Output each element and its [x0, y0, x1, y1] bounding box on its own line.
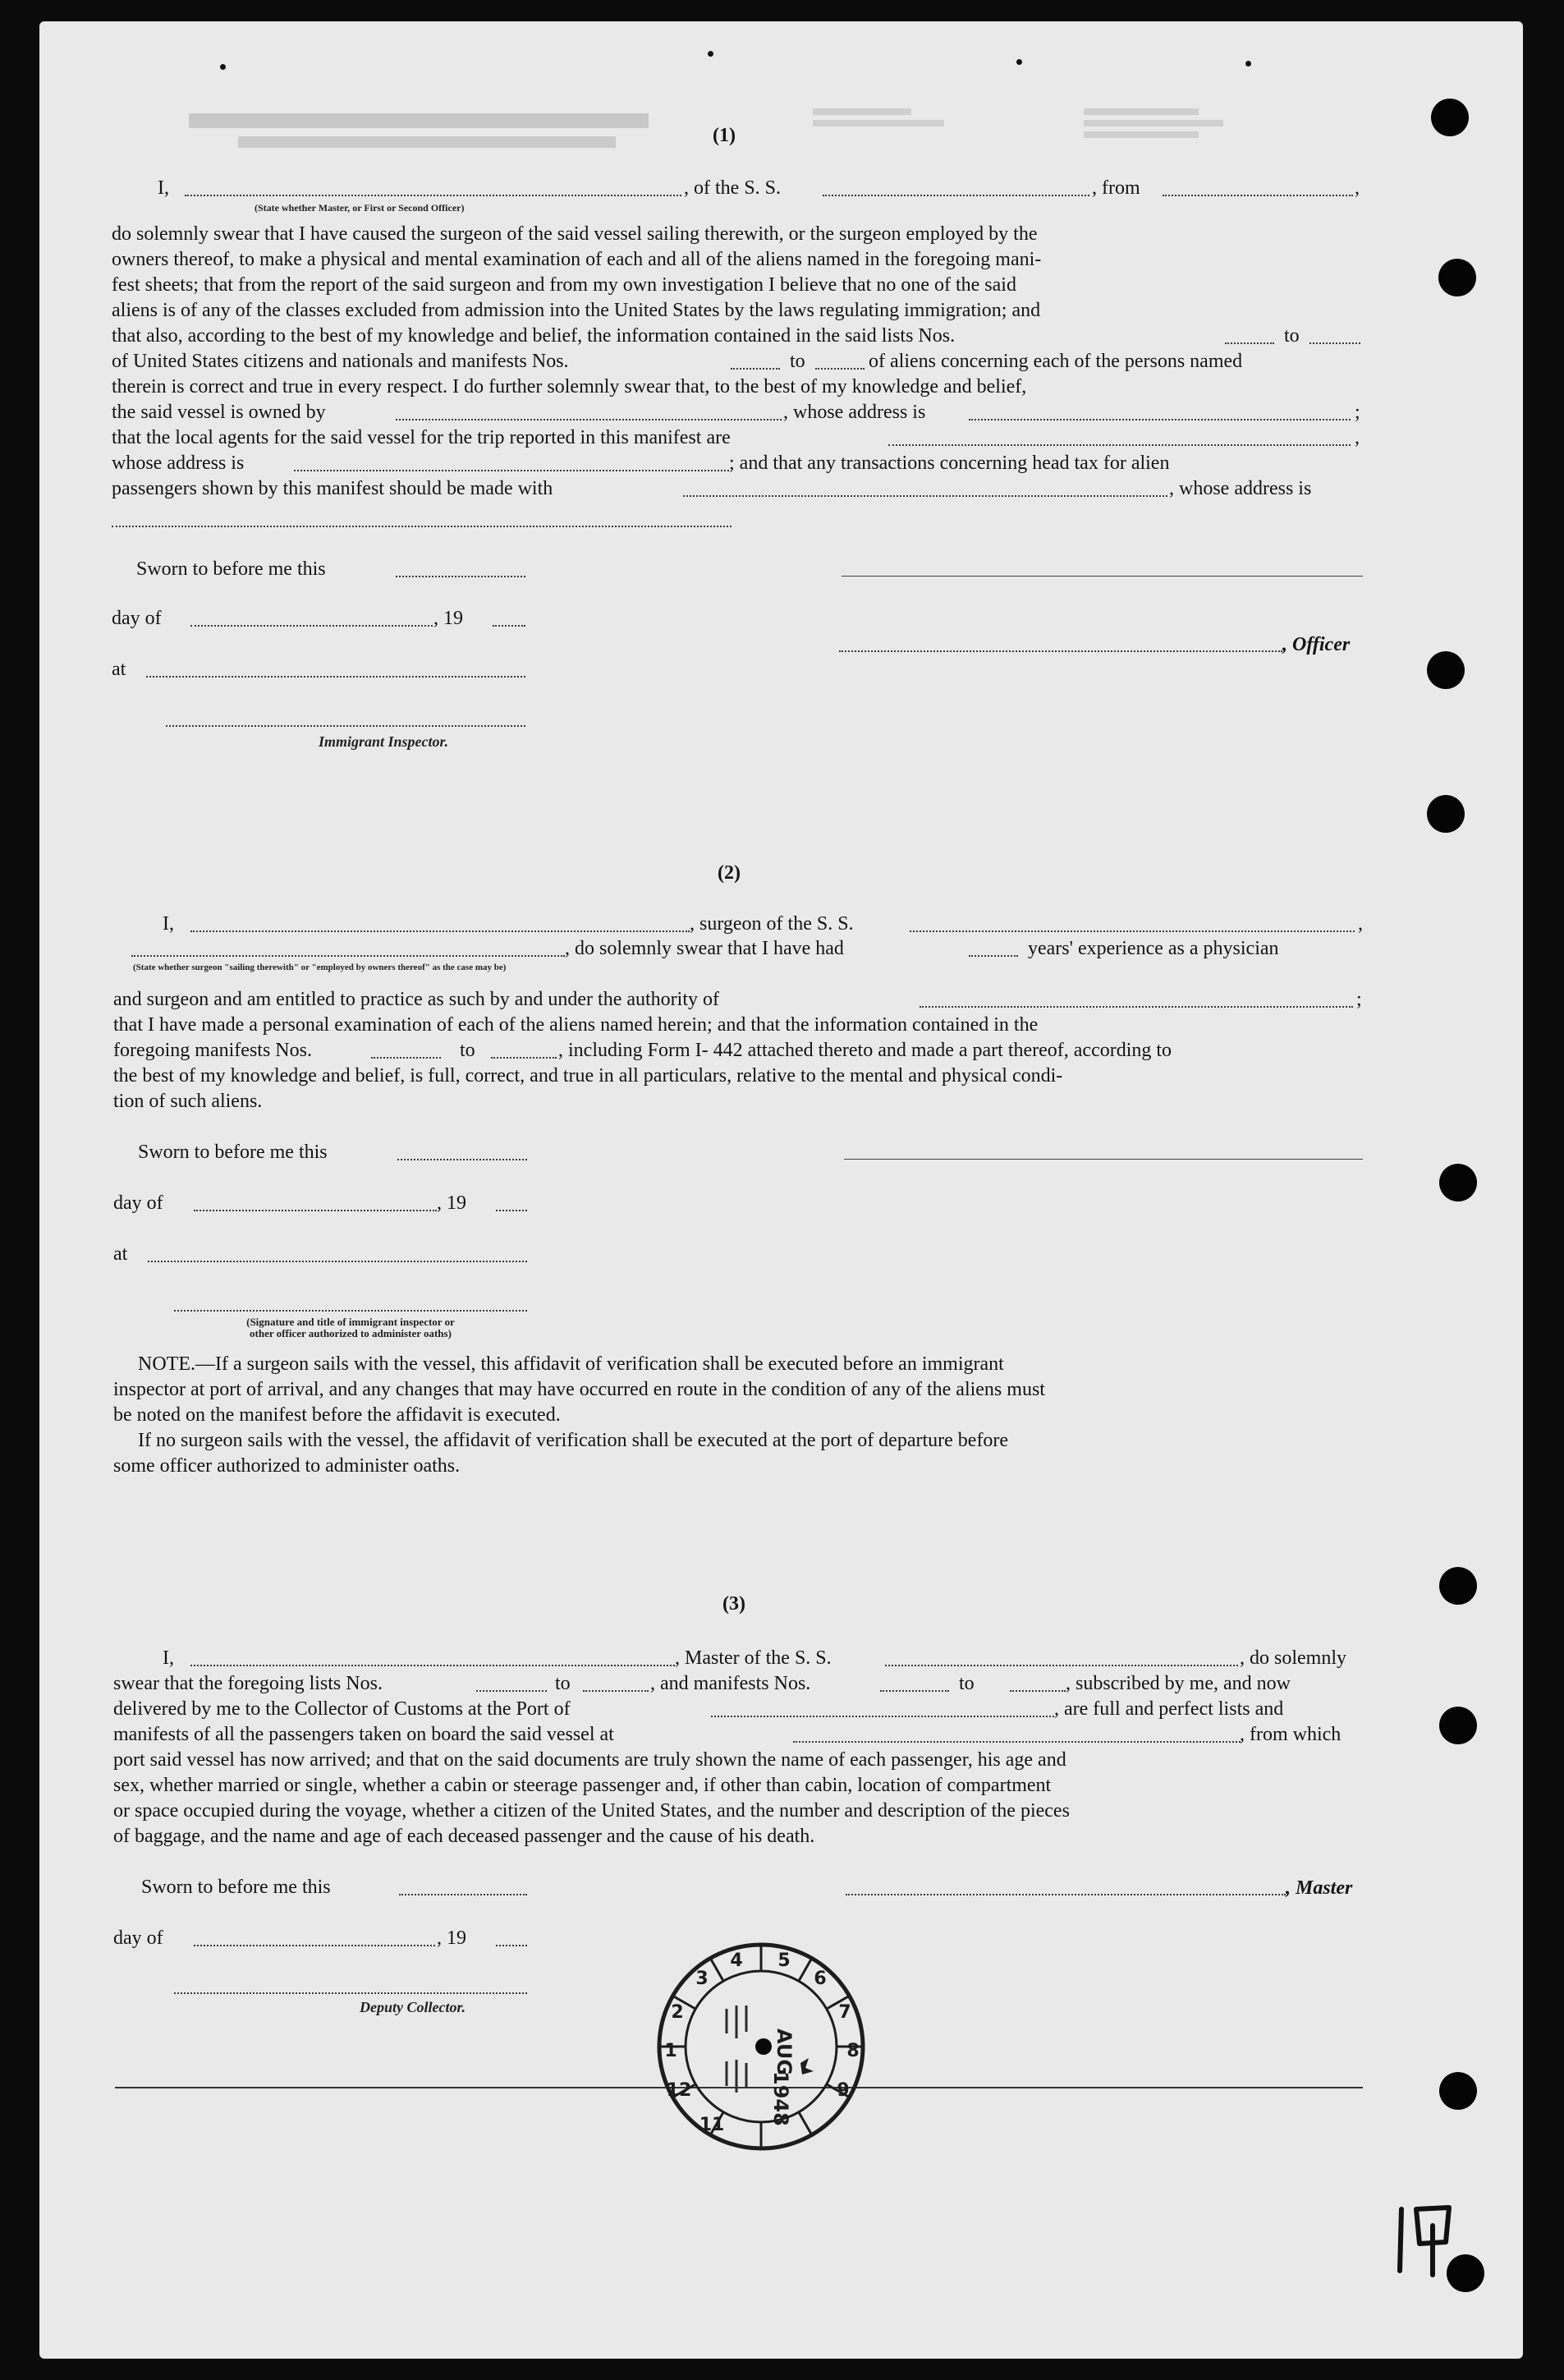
svg-text:11: 11 — [699, 2115, 725, 2135]
master-vessel-field[interactable] — [885, 1665, 1238, 1666]
form-text: , including Form I- 442 attached thereto and made a part thereof, according to — [558, 1040, 1172, 1061]
day-of-label: day of — [113, 1192, 163, 1214]
year-field[interactable] — [493, 625, 525, 627]
oath-text-line: that also, according to the best of my knowledge and belief, the information contained in the said lists Nos. — [112, 325, 956, 347]
master-text-line: sex, whether married or single, whether a cabin or steerage passenger and, if other than cabin, location of compartment — [113, 1775, 1052, 1796]
years-label: years' experience as a physician — [1028, 938, 1279, 959]
to-label: to — [790, 351, 805, 372]
inspector-signature-field[interactable] — [166, 725, 525, 727]
immigration-date-stamp — [654, 1940, 868, 2153]
departure-port-field[interactable] — [793, 1741, 1241, 1743]
semicolon: ; — [1355, 402, 1360, 423]
sworn-day-field[interactable] — [397, 1159, 527, 1160]
surgeon-of-ss-label: , surgeon of the S. S. — [690, 913, 854, 935]
master-lists-to-field[interactable] — [583, 1690, 649, 1692]
year-label: , 19 — [437, 1927, 466, 1949]
at-label: at — [113, 1243, 128, 1265]
ink-speck — [220, 64, 226, 70]
oath-text-line: the said vessel is owned by — [112, 402, 326, 423]
note-line: be noted on the manifest before the affidavit is executed. — [113, 1404, 561, 1426]
sworn-label: Sworn to before me this — [136, 558, 326, 580]
svg-text:1: 1 — [664, 2041, 677, 2061]
punch-hole — [1439, 1567, 1477, 1605]
svg-text:5: 5 — [777, 1950, 791, 1971]
oath-text-line: aliens is of any of the classes excluded from admission into the United States by the laws regulating immigration; and — [112, 300, 1041, 321]
deputy-signature-field[interactable] — [174, 1992, 527, 1994]
svg-text:9: 9 — [837, 2080, 850, 2101]
note-line: some officer authorized to administer oaths. — [113, 1455, 461, 1477]
svg-text:6: 6 — [814, 1969, 827, 1989]
inspector-title: Immigrant Inspector. — [319, 733, 449, 750]
comma: , — [1355, 427, 1360, 448]
surgeon-vessel-field[interactable] — [910, 930, 1355, 932]
master-name-field[interactable] — [190, 1665, 675, 1666]
note-line: inspector at port of arrival, and any changes that may have occurred en route in the condition of any of the aliens must — [113, 1379, 1045, 1400]
whose-address-label: , whose address is — [783, 402, 926, 423]
punch-hole — [1439, 1707, 1477, 1744]
from-label: , from — [1092, 177, 1140, 199]
lists-to-field[interactable] — [1309, 342, 1360, 344]
solemnly-label: , do solemnly swear that I have had — [565, 938, 844, 959]
from-which-label: , from which — [1240, 1724, 1342, 1745]
at-label: at — [112, 659, 126, 680]
year-field[interactable] — [496, 1210, 527, 1211]
section-number: (3) — [722, 1593, 745, 1615]
year-field[interactable] — [496, 1945, 527, 1946]
do-solemnly-label: , do solemnly — [1240, 1647, 1346, 1669]
master-of-ss-label: , Master of the S. S. — [675, 1647, 832, 1669]
master-text: delivered by me to the Collector of Customs at the Port of — [113, 1698, 571, 1720]
manifests-from-field[interactable] — [731, 368, 780, 370]
svg-text:7: 7 — [838, 2002, 851, 2023]
punch-hole — [1438, 259, 1476, 296]
surgeon-signature-line[interactable] — [844, 1159, 1363, 1160]
sworn-day-field[interactable] — [399, 1894, 527, 1895]
officer-name-field[interactable] — [185, 195, 681, 196]
section-number: (2) — [718, 862, 741, 884]
master-text-line: or space occupied during the voyage, whether a citizen of the United States, and the number and description of the pieces — [113, 1800, 1070, 1822]
surgeon-text-line: foregoing manifests Nos. — [113, 1040, 312, 1061]
port-of-field[interactable] — [711, 1716, 1054, 1717]
manifests-to-field[interactable] — [815, 368, 865, 370]
master-text: swear that the foregoing lists Nos. — [113, 1673, 383, 1694]
ink-speck — [1245, 61, 1251, 67]
ink-speck — [708, 51, 713, 57]
officer-signature-line[interactable] — [842, 576, 1363, 577]
punch-hole — [1439, 2072, 1477, 2110]
to-label: to — [959, 1673, 975, 1694]
officer-signature-field[interactable] — [839, 650, 1282, 652]
sworn-label: Sworn to before me this — [141, 1877, 331, 1898]
oath-text-line: whose address is — [112, 453, 245, 474]
comma: , — [1355, 177, 1360, 199]
punch-hole — [1427, 651, 1465, 689]
at-place-field[interactable] — [148, 1261, 527, 1262]
section-number: (1) — [713, 125, 736, 146]
bleed-through-header — [189, 105, 1420, 163]
stamp-year: 1948 — [769, 2071, 792, 2126]
oath-line-I: I, — [158, 177, 169, 199]
oath-text-line: therein is correct and true in every respect. I do further solemnly swear that, to the best of my knowledge and belief, — [112, 376, 1027, 397]
stamp-month: AUG — [773, 2029, 796, 2076]
agents-address-field[interactable] — [294, 470, 729, 471]
vessel-name-field[interactable] — [823, 195, 1089, 196]
handwritten-mark — [1392, 2193, 1457, 2283]
of-ss-label: , of the S. S. — [684, 177, 782, 199]
to-label: to — [1284, 325, 1300, 347]
day-of-month-field[interactable] — [194, 1210, 437, 1211]
master-manifests-from-field[interactable] — [880, 1690, 949, 1692]
note-line: NOTE.—If a surgeon sails with the vessel, this affidavit of verification shall be executed before an immigrant — [138, 1353, 1004, 1375]
year-label: , 19 — [433, 608, 463, 629]
signature-caption: (Signature and title of immigrant inspector or other officer authorized to administer oaths) — [246, 1316, 455, 1339]
surgeon-text-line: tion of such aliens. — [113, 1091, 263, 1112]
subscribed-label: , subscribed by me, and now — [1066, 1673, 1291, 1694]
day-of-label: day of — [113, 1927, 163, 1949]
oath-text-line: fest sheets; that from the report of the said surgeon and from my own investigation I believe that no one of the said — [112, 274, 1016, 296]
deputy-title: Deputy Collector. — [360, 1999, 466, 2015]
master-lists-from-field[interactable] — [476, 1690, 547, 1692]
master-text: manifests of all the passengers taken on board the said vessel at — [113, 1724, 614, 1745]
master-manifests-to-field[interactable] — [1010, 1690, 1066, 1692]
day-of-label: day of — [112, 608, 162, 629]
to-label: to — [460, 1040, 475, 1061]
surgeon-manifest-from-field[interactable] — [371, 1057, 441, 1059]
surgeon-text-line: and surgeon and am entitled to practice as such by and under the authority of — [113, 989, 719, 1010]
surgeon-status-field[interactable] — [131, 955, 565, 957]
punch-hole — [1439, 1164, 1477, 1201]
at-place-field[interactable] — [146, 676, 525, 678]
svg-text:8: 8 — [846, 2041, 860, 2061]
oath-text-line: owners thereof, to make a physical and mental examination of each and all of the aliens named in the foregoing mani- — [112, 249, 1042, 270]
authority-field[interactable] — [920, 1006, 1353, 1008]
surgeon-manifest-to-field[interactable] — [491, 1057, 557, 1059]
oath-text-line: of United States citizens and nationals and manifests Nos. — [112, 351, 569, 372]
master-text-line: port said vessel has now arrived; and that on the said documents are truly shown the name of each passenger, his age and — [113, 1749, 1066, 1771]
sworn-label: Sworn to before me this — [138, 1142, 328, 1163]
surgeon-caption: (State whether surgeon "sailing therewith" or "employed by owners thereof" as the case may be) — [133, 963, 507, 972]
from-port-field[interactable] — [1163, 195, 1353, 196]
oath-text-line: passengers shown by this manifest should be made with — [112, 478, 553, 499]
surgeon-text-line: that I have made a personal examination of each of the aliens named herein; and that the information contained in the — [113, 1014, 1039, 1036]
oath-text-line: that the local agents for the said vessel for the trip reported in this manifest are — [112, 427, 731, 448]
punch-hole — [1431, 99, 1469, 136]
head-tax-text: ; and that any transactions concerning head tax for alien — [729, 453, 1170, 474]
ink-speck — [1016, 59, 1022, 65]
officer-caption: (State whether Master, or First or Second Officer) — [255, 202, 465, 214]
surgeon-name-field[interactable] — [190, 930, 690, 932]
owner-address-field[interactable] — [969, 419, 1351, 420]
day-of-month-field[interactable] — [194, 1945, 435, 1946]
punch-hole — [1427, 795, 1465, 833]
comma: , — [1358, 913, 1363, 935]
inspector-signature-field[interactable] — [174, 1310, 527, 1312]
oath-text-line: do solemnly swear that I have caused the surgeon of the said vessel sailing therewith, or the surgeon employed by the — [112, 223, 1038, 245]
sworn-day-field[interactable] — [396, 576, 525, 577]
to-label: to — [555, 1673, 571, 1694]
master-line-I: I, — [163, 1647, 174, 1669]
svg-text:2: 2 — [671, 2002, 684, 2023]
surgeon-text-line: the best of my knowledge and belief, is full, correct, and true in all particulars, relative to the mental and physical condi- — [113, 1065, 1063, 1087]
svg-text:3: 3 — [695, 1969, 709, 1989]
semicolon: ; — [1356, 989, 1362, 1010]
lists-from-field[interactable] — [1225, 342, 1274, 344]
note-line: If no surgeon sails with the vessel, the affidavit of verification shall be executed at the port of departure before — [138, 1430, 1009, 1451]
surgeon-line-I: I, — [163, 913, 174, 935]
svg-text:12: 12 — [666, 2080, 692, 2101]
master-signature-field[interactable] — [846, 1894, 1286, 1895]
whose-address-label: , whose address is — [1169, 478, 1312, 499]
year-label: , 19 — [437, 1192, 466, 1214]
years-field[interactable] — [969, 955, 1018, 957]
master-title: , Master — [1286, 1877, 1353, 1899]
officer-title: , Officer — [1282, 634, 1351, 655]
and-manifests-label: , and manifests Nos. — [650, 1673, 811, 1694]
local-agents-field[interactable] — [888, 444, 1351, 446]
owner-field[interactable] — [396, 419, 782, 420]
day-of-month-field[interactable] — [190, 625, 433, 627]
full-perfect-label: , are full and perfect lists and — [1054, 1698, 1284, 1720]
master-text-line: of baggage, and the name and age of each deceased passenger and the cause of his death. — [113, 1826, 815, 1847]
head-tax-address-field[interactable] — [112, 526, 732, 527]
head-tax-party-field[interactable] — [683, 495, 1167, 497]
svg-text:4: 4 — [730, 1950, 743, 1971]
aliens-concerning: of aliens concerning each of the persons named — [869, 351, 1243, 372]
